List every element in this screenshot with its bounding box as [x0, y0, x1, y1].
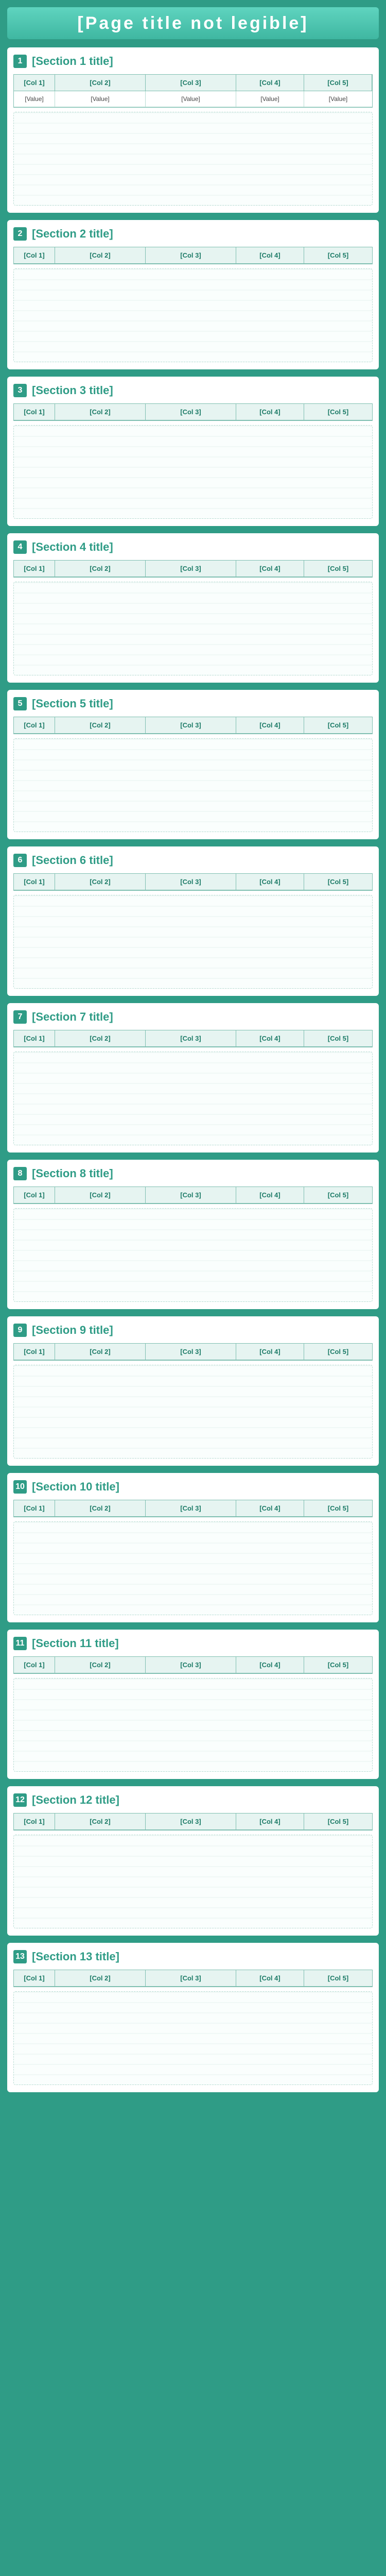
section-title: [Section 2 title]	[32, 227, 113, 240]
table-header-3: [Col 3]	[146, 247, 236, 264]
table-cell: [Value]	[14, 91, 55, 107]
table-header-1: [Col 1]	[14, 874, 55, 890]
table-header-4: [Col 4]	[236, 561, 304, 577]
section-table	[13, 1030, 373, 1145]
section-title: [Section 11 title]	[32, 1637, 119, 1650]
section-title: [Section 13 title]	[32, 1950, 119, 1963]
section-header	[13, 1635, 373, 1652]
table-header-4: [Col 4]	[236, 1970, 304, 1987]
table-header-3: [Col 3]	[146, 717, 236, 734]
table-header-5: [Col 5]	[304, 717, 372, 734]
table-body-placeholder	[13, 1365, 373, 1459]
section-header	[13, 538, 373, 556]
table-grid	[13, 1656, 373, 1674]
table-grid	[13, 873, 373, 891]
table-header-4: [Col 4]	[236, 1657, 304, 1673]
table-header-1: [Col 1]	[14, 1657, 55, 1673]
table-header-2: [Col 2]	[55, 1344, 146, 1360]
table-grid	[13, 1343, 373, 1361]
section-title: [Section 6 title]	[32, 854, 113, 867]
section-number: 12	[13, 1793, 27, 1807]
section-table	[13, 403, 373, 519]
section-header	[13, 1478, 373, 1496]
table-grid	[13, 1813, 373, 1831]
section-header	[13, 695, 373, 713]
table-header-2: [Col 2]	[55, 404, 146, 420]
section-table	[13, 1343, 373, 1459]
table-header-1: [Col 1]	[14, 1970, 55, 1987]
table-header-3: [Col 3]	[146, 75, 236, 91]
table-header-2: [Col 2]	[55, 1970, 146, 1987]
table-header-4: [Col 4]	[236, 247, 304, 264]
table-header-1: [Col 1]	[14, 247, 55, 264]
table-body-placeholder	[13, 1678, 373, 1772]
table-header-2: [Col 2]	[55, 1657, 146, 1673]
table-header-3: [Col 3]	[146, 1344, 236, 1360]
table-header-2: [Col 2]	[55, 75, 146, 91]
table-header-4: [Col 4]	[236, 717, 304, 734]
section-card	[7, 846, 379, 996]
table-header-5: [Col 5]	[304, 404, 372, 420]
table-body-placeholder	[13, 1052, 373, 1145]
section-title: [Section 4 title]	[32, 540, 113, 553]
table-body-placeholder	[13, 1991, 373, 2085]
table-header-3: [Col 3]	[146, 874, 236, 890]
table-header-1: [Col 1]	[14, 1030, 55, 1047]
section-title: [Section 12 title]	[32, 1793, 119, 1806]
table-grid	[13, 1187, 373, 1204]
table-header-4: [Col 4]	[236, 75, 304, 91]
table-header-5: [Col 5]	[304, 1500, 372, 1517]
table-header-2: [Col 2]	[55, 1030, 146, 1047]
section-number: 5	[13, 697, 27, 710]
section-card	[7, 1316, 379, 1466]
table-grid	[13, 560, 373, 578]
table-header-3: [Col 3]	[146, 1970, 236, 1987]
section-title: [Section 1 title]	[32, 55, 113, 67]
section-table	[13, 717, 373, 832]
table-header-5: [Col 5]	[304, 874, 372, 890]
page	[0, 7, 386, 2576]
table-header-2: [Col 2]	[55, 1187, 146, 1204]
table-cell: [Value]	[236, 91, 304, 107]
section-header	[13, 1165, 373, 1182]
table-header-3: [Col 3]	[146, 561, 236, 577]
section-number: 6	[13, 854, 27, 867]
table-cell: [Value]	[146, 91, 236, 107]
section-card	[7, 1003, 379, 1153]
table-cell: [Value]	[55, 91, 146, 107]
section-header	[13, 1321, 373, 1339]
section-table	[13, 1500, 373, 1615]
section-card	[7, 47, 379, 213]
table-header-4: [Col 4]	[236, 1814, 304, 1830]
section-card	[7, 377, 379, 526]
section-header	[13, 1948, 373, 1965]
table-body-placeholder	[13, 1521, 373, 1615]
table-header-4: [Col 4]	[236, 1187, 304, 1204]
section-card	[7, 1473, 379, 1622]
table-header-5: [Col 5]	[304, 1187, 372, 1204]
section-table	[13, 247, 373, 362]
section-number: 10	[13, 1480, 27, 1494]
table-body-placeholder	[13, 268, 373, 362]
section-number: 7	[13, 1010, 27, 1024]
section-table	[13, 1813, 373, 1928]
table-header-4: [Col 4]	[236, 1344, 304, 1360]
table-header-4: [Col 4]	[236, 404, 304, 420]
section-number: 1	[13, 55, 27, 68]
table-body-placeholder	[13, 1835, 373, 1928]
table-header-5: [Col 5]	[304, 1030, 372, 1047]
section-header	[13, 1791, 373, 1809]
section-card	[7, 1630, 379, 1779]
section-card	[7, 690, 379, 839]
section-number: 4	[13, 540, 27, 554]
table-header-2: [Col 2]	[55, 1500, 146, 1517]
table-cell: [Value]	[304, 91, 372, 107]
table-body-placeholder	[13, 425, 373, 519]
table-body-placeholder	[13, 112, 373, 206]
section-card	[7, 533, 379, 683]
table-header-5: [Col 5]	[304, 1657, 372, 1673]
table-header-3: [Col 3]	[146, 1657, 236, 1673]
section-header	[13, 852, 373, 869]
section-header	[13, 225, 373, 243]
sections-list	[7, 47, 379, 2092]
section-table	[13, 873, 373, 989]
table-header-1: [Col 1]	[14, 1814, 55, 1830]
table-header-3: [Col 3]	[146, 404, 236, 420]
table-grid	[13, 247, 373, 264]
table-header-4: [Col 4]	[236, 1500, 304, 1517]
table-header-5: [Col 5]	[304, 75, 372, 91]
section-table	[13, 1656, 373, 1772]
section-table	[13, 560, 373, 675]
table-grid	[13, 717, 373, 734]
section-card	[7, 220, 379, 369]
table-header-4: [Col 4]	[236, 874, 304, 890]
table-header-5: [Col 5]	[304, 561, 372, 577]
table-header-2: [Col 2]	[55, 874, 146, 890]
table-header-1: [Col 1]	[14, 1187, 55, 1204]
section-title: [Section 7 title]	[32, 1010, 113, 1023]
table-header-3: [Col 3]	[146, 1814, 236, 1830]
page-title-banner	[7, 7, 379, 39]
section-header	[13, 53, 373, 70]
section-card	[7, 1943, 379, 2092]
table-header-2: [Col 2]	[55, 247, 146, 264]
table-header-2: [Col 2]	[55, 717, 146, 734]
section-table	[13, 1970, 373, 2085]
table-header-1: [Col 1]	[14, 404, 55, 420]
section-title: [Section 5 title]	[32, 697, 113, 710]
table-header-1: [Col 1]	[14, 1344, 55, 1360]
section-table	[13, 1187, 373, 1302]
table-header-3: [Col 3]	[146, 1030, 236, 1047]
table-header-5: [Col 5]	[304, 1970, 372, 1987]
section-number: 3	[13, 384, 27, 397]
table-header-1: [Col 1]	[14, 561, 55, 577]
table-header-5: [Col 5]	[304, 1344, 372, 1360]
section-number: 8	[13, 1167, 27, 1180]
section-number: 13	[13, 1950, 27, 1963]
section-header	[13, 1008, 373, 1026]
table-header-5: [Col 5]	[304, 1814, 372, 1830]
table-header-1: [Col 1]	[14, 75, 55, 91]
table-body-placeholder	[13, 1208, 373, 1302]
section-number: 11	[13, 1637, 27, 1650]
table-body-placeholder	[13, 895, 373, 989]
table-header-2: [Col 2]	[55, 1814, 146, 1830]
section-number: 9	[13, 1324, 27, 1337]
section-title: [Section 10 title]	[32, 1480, 119, 1493]
table-body-placeholder	[13, 582, 373, 675]
section-table	[13, 74, 373, 206]
page-title: [Page title not legible]	[77, 13, 309, 33]
table-header-3: [Col 3]	[146, 1187, 236, 1204]
section-card	[7, 1786, 379, 1936]
table-grid	[13, 1500, 373, 1517]
table-grid	[13, 403, 373, 421]
table-header-3: [Col 3]	[146, 1500, 236, 1517]
table-grid	[13, 74, 373, 108]
section-number: 2	[13, 227, 27, 241]
table-header-1: [Col 1]	[14, 717, 55, 734]
table-grid	[13, 1970, 373, 1987]
table-header-5: [Col 5]	[304, 247, 372, 264]
table-body-placeholder	[13, 738, 373, 832]
section-title: [Section 3 title]	[32, 384, 113, 397]
table-header-2: [Col 2]	[55, 561, 146, 577]
section-title: [Section 8 title]	[32, 1167, 113, 1180]
table-header-4: [Col 4]	[236, 1030, 304, 1047]
section-title: [Section 9 title]	[32, 1324, 113, 1336]
table-grid	[13, 1030, 373, 1047]
section-header	[13, 382, 373, 399]
section-card	[7, 1160, 379, 1309]
table-header-1: [Col 1]	[14, 1500, 55, 1517]
